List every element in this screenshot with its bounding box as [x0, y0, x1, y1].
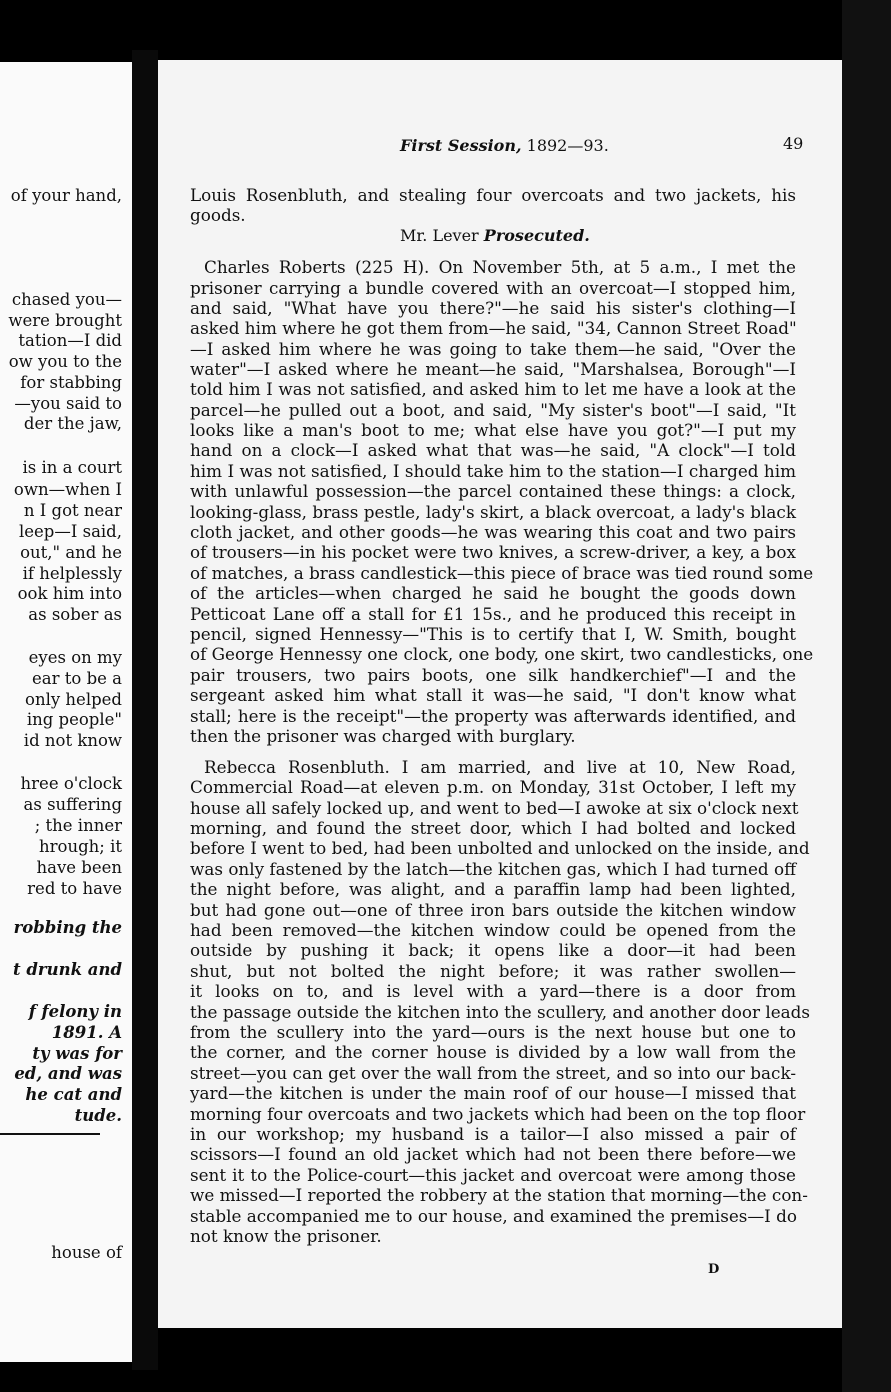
body-line: shut, but not bolted the night before; it was rather swollen—	[190, 961, 796, 981]
left-page-line: ing people"	[26, 710, 122, 729]
body-line: asked him where he got them from—he said, "34, Cannon Street Road"	[190, 318, 797, 338]
left-page-line: t drunk and	[13, 960, 122, 979]
body-line: before I went to bed, had been unbolted and unlocked on the inside, and	[190, 838, 810, 858]
left-page-line: ook him into	[17, 584, 122, 603]
section-rule	[0, 1133, 100, 1135]
body-line: in our workshop; my husband is a tailor—I also missed a pair of	[190, 1124, 796, 1144]
left-page-line: tation—I did	[18, 331, 122, 350]
body-line: cloth jacket, and other goods—he was wearing this coat and two pairs	[190, 522, 796, 542]
left-page-line: eyes on my	[28, 648, 122, 667]
body-line: hand on a clock—I asked what that was—he said, "A clock"—I told	[190, 440, 796, 460]
left-page-line: of your hand,	[10, 186, 122, 205]
left-page-line: —you said to	[14, 394, 122, 413]
body-line: outside by pushing it back; it opens like a door—it had been	[190, 940, 796, 960]
page-edge-shadow	[842, 0, 891, 1392]
body-line: we missed—I reported the robbery at the station that morning—the con-	[190, 1185, 808, 1205]
body-line: pair trousers, two pairs boots, one silk handkerchief"—I and the	[190, 665, 796, 685]
body-line: the night before, was alight, and a paraffin lamp had been lighted,	[190, 879, 796, 899]
body-line: and said, "What have you there?"—he said his sister's clothing—I	[190, 298, 796, 318]
body-line: morning four overcoats and two jackets which had been on the top floor	[190, 1104, 806, 1124]
body-line: pencil, signed Hennessy—"This is to certify that I, W. Smith, bought	[190, 624, 796, 644]
body-line: of trousers—in his pocket were two knives, a screw-driver, a key, a box	[190, 542, 796, 562]
left-page-line: robbing the	[13, 918, 122, 937]
body-line: Commercial Road—at eleven p.m. on Monday, 31st October, I left my	[190, 777, 796, 797]
left-page-line: were brought	[8, 311, 122, 330]
body-line: the passage outside the kitchen into the scullery, and another door leads	[190, 1002, 811, 1022]
left-page-line: chased you—	[11, 290, 122, 309]
prosecuted-label: Prosecuted.	[483, 226, 590, 245]
left-page-line: only helped	[25, 690, 122, 709]
running-header	[400, 136, 609, 155]
left-page-line: have been	[36, 858, 122, 877]
body-line: —I asked him where he was going to take them—he said, "Over the	[190, 339, 796, 359]
left-page-line: as sober as	[28, 605, 122, 624]
left-page-line: ear to be a	[32, 669, 122, 688]
body-line: street—you can get over the wall from the street, and so into our back-	[190, 1063, 796, 1083]
body-line: stall; here is the receipt"—the property was afterwards identified, and	[190, 706, 796, 726]
body-line: from the scullery into the yard—ours is the next house but one to	[190, 1022, 796, 1042]
left-page-line: ow you to the	[8, 352, 122, 371]
body-line: stable accompanied me to our house, and examined the premises—I do	[190, 1206, 797, 1226]
body-line: of the articles—when charged he said he bought the goods down	[190, 583, 796, 603]
left-page-line: ed, and was	[14, 1064, 122, 1083]
left-page-line: ty was for	[32, 1044, 122, 1063]
body-line: of matches, a brass candlestick—this piece of brace was tied round some	[190, 563, 814, 583]
left-page-line: out," and he	[20, 543, 122, 562]
body-line: prisoner carrying a bundle covered with an overcoat—I stopped him,	[190, 278, 796, 298]
left-page-line: he cat and	[25, 1085, 122, 1104]
left-page-line: if helplessly	[22, 564, 122, 583]
left-page-line: f felony in	[28, 1002, 122, 1021]
left-page	[0, 62, 132, 1362]
body-line: the corner, and the corner house is divided by a low wall from the	[190, 1042, 796, 1062]
body-line: morning, and found the street door, which I had bolted and locked	[190, 818, 796, 838]
body-line: looks like a man's boot to me; what else have you got?"—I put my	[190, 420, 796, 440]
left-page-line: own—when I	[13, 480, 122, 499]
body-line: Petticoat Lane off a stall for £1 15s., and he produced this receipt in	[190, 604, 796, 624]
body-line: had been removed—the kitchen window could be opened from the	[190, 920, 796, 940]
left-page-line: red to have	[27, 879, 122, 898]
left-page-line: as suffering	[23, 795, 122, 814]
left-page-line: n I got near	[23, 501, 122, 520]
body-line: not know the prisoner.	[190, 1226, 382, 1246]
body-line: but had gone out—one of three iron bars outside the kitchen window	[190, 900, 796, 920]
body-line: him I was not satisfied, I should take him to the station—I charged him	[190, 461, 796, 481]
left-page-line: der the jaw,	[23, 414, 122, 433]
left-page-line: tude.	[74, 1106, 122, 1125]
left-page-line: is in a court	[22, 458, 122, 477]
body-line: yard—the kitchen is under the main roof of our house—I missed that	[190, 1083, 796, 1103]
signature-mark: D	[708, 1262, 720, 1277]
body-line: looking-glass, brass pestle, lady's skirt, a black overcoat, a lady's black	[190, 502, 796, 522]
left-page-line: hree o'clock	[20, 774, 122, 793]
body-line: it looks on to, and is level with a yard—there is a door from	[190, 981, 796, 1001]
body-line: goods.	[190, 205, 246, 225]
body-line: then the prisoner was charged with burglary.	[190, 726, 576, 746]
body-line: house all safely locked up, and went to bed—I awoke at six o'clock next	[190, 798, 799, 818]
left-page-line: ; the inner	[34, 816, 122, 835]
body-line: Charles Roberts (225 H). On November 5th, at 5 a.m., I met the	[204, 257, 796, 277]
body-line: water"—I asked where he meant—he said, "Marshalsea, Borough"—I	[190, 359, 796, 379]
left-page-line: id not know	[23, 731, 122, 750]
body-line: parcel—he pulled out a boot, and said, "My sister's boot"—I said, "It	[190, 400, 796, 420]
body-line: sent it to the Police-court—this jacket and overcoat were among those	[190, 1165, 796, 1185]
left-page-line: leep—I said,	[18, 522, 122, 541]
left-page-line: house of	[51, 1243, 122, 1262]
body-line: of George Hennessy one clock, one body, one skirt, two candlesticks, one	[190, 644, 814, 664]
body-line: told him I was not satisfied, and asked him to let me have a look at the	[190, 379, 796, 399]
body-line: with unlawful possession—the parcel contained these things: a clock,	[190, 481, 796, 501]
session-years: 1892—93.	[526, 136, 609, 155]
prosecutor-name: Mr. Lever	[400, 226, 479, 245]
body-line: Rebecca Rosenbluth. I am married, and live at 10, New Road,	[204, 757, 796, 777]
body-line: sergeant asked him what stall it was—he said, "I don't know what	[190, 685, 796, 705]
book-gutter	[132, 50, 158, 1370]
page-number: 49	[783, 134, 804, 153]
body-line: was only fastened by the latch—the kitchen gas, which I had turned off	[190, 859, 796, 879]
body-line: Louis Rosenbluth, and stealing four overcoats and two jackets, his	[190, 185, 796, 205]
left-page-line: hrough; it	[39, 837, 122, 856]
session-title: First Session,	[400, 136, 522, 155]
prosecutor-line	[400, 226, 590, 245]
body-line: scissors—I found an old jacket which had not been there before—we	[190, 1144, 796, 1164]
left-page-line: 1891. A	[51, 1023, 122, 1042]
left-page-line: for stabbing	[20, 373, 122, 392]
